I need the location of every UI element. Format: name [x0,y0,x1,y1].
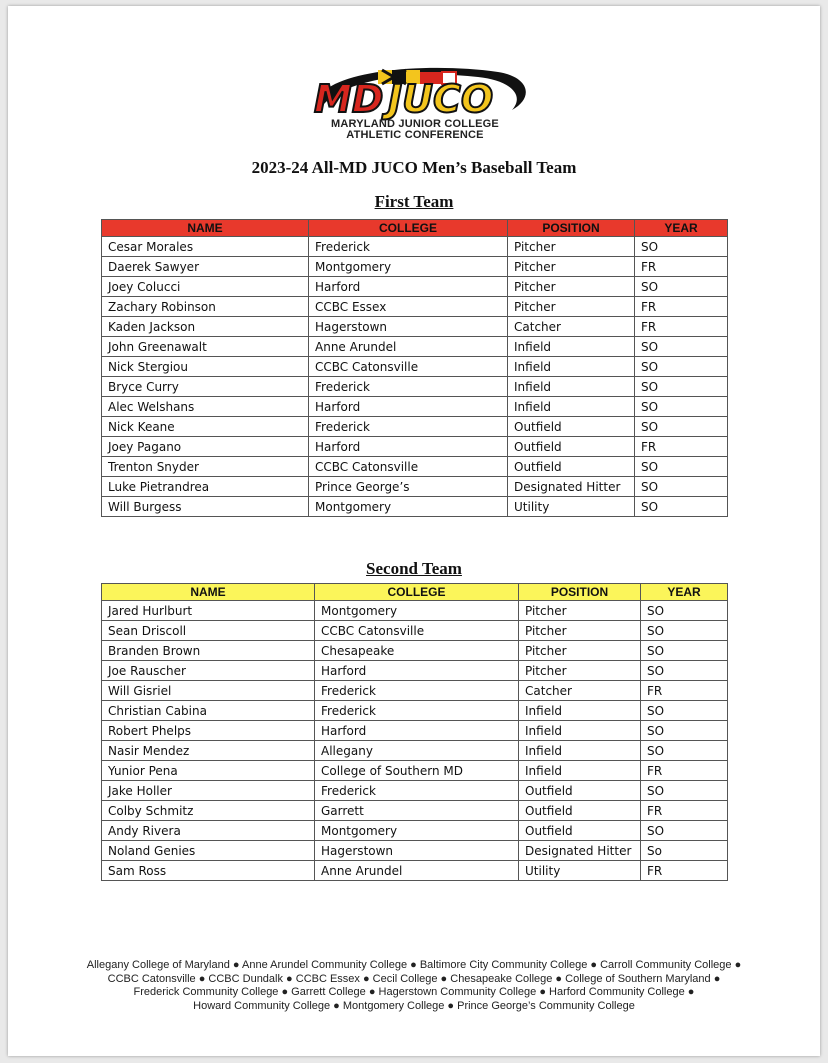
table-row [102,277,728,297]
column-header-name: NAME [102,220,309,237]
table-row [102,317,728,337]
document-page [8,6,820,1056]
cell-year: SO [635,477,728,497]
cell-college: Frederick [309,377,508,397]
cell-year: SO [635,497,728,517]
cell-position: Pitcher [508,277,635,297]
cell-name: Joey Colucci [102,277,309,297]
cell-college: Anne Arundel [309,337,508,357]
table-row [102,357,728,377]
cell-position: Utility [508,497,635,517]
cell-name: Colby Schmitz [102,801,315,821]
cell-year: FR [641,861,728,881]
cell-name: Christian Cabina [102,701,315,721]
table-row [102,801,728,821]
cell-college: Garrett [315,801,519,821]
cell-college: Frederick [309,237,508,257]
second-team-table [101,583,728,881]
cell-name: Cesar Morales [102,237,309,257]
table-row [102,237,728,257]
cell-name: Robert Phelps [102,721,315,741]
cell-year: FR [641,761,728,781]
cell-year: FR [635,257,728,277]
cell-name: Will Gisriel [102,681,315,701]
cell-college: Harford [315,721,519,741]
cell-year: SO [641,781,728,801]
cell-name: Sam Ross [102,861,315,881]
cell-position: Pitcher [508,237,635,257]
cell-college: CCBC Catonsville [315,621,519,641]
cell-college: Prince George’s [309,477,508,497]
cell-name: Branden Brown [102,641,315,661]
svg-text:MD: MD [314,77,384,121]
cell-name: Kaden Jackson [102,317,309,337]
cell-position: Outfield [519,781,641,801]
cell-college: Harford [309,277,508,297]
table-row [102,497,728,517]
cell-year: SO [635,237,728,257]
cell-position: Infield [519,761,641,781]
document-title: 2023-24 All-MD JUCO Men’s Baseball Team [251,158,577,177]
cell-college: Harford [315,661,519,681]
cell-year: SO [635,377,728,397]
column-header-college: COLLEGE [315,584,519,601]
cell-year: FR [641,681,728,701]
cell-position: Outfield [508,437,635,457]
cell-college: Montgomery [315,601,519,621]
cell-position: Catcher [508,317,635,337]
first-team-heading: First Team [374,192,454,211]
cell-college: Hagerstown [315,841,519,861]
table-header-row [102,220,728,237]
cell-name: Nasir Mendez [102,741,315,761]
table-row [102,477,728,497]
mdjuco-logo-graphic [308,64,538,124]
cell-year: FR [635,317,728,337]
cell-name: Luke Pietrandrea [102,477,309,497]
table-row [102,457,728,477]
table-row [102,661,728,681]
table-row [102,741,728,761]
cell-college: Frederick [309,417,508,437]
cell-position: Catcher [519,681,641,701]
cell-year: SO [635,357,728,377]
column-header-name: NAME [102,584,315,601]
second-team-rows [102,601,728,881]
cell-college: Montgomery [309,497,508,517]
cell-position: Infield [519,721,641,741]
cell-college: College of Southern MD [315,761,519,781]
first-team-rows [102,237,728,517]
cell-name: Daerek Sawyer [102,257,309,277]
table-row [102,641,728,661]
table-row [102,297,728,317]
cell-year: FR [635,437,728,457]
column-header-year: YEAR [641,584,728,601]
svg-text:JUCO: JUCO [388,77,494,121]
column-header-position: POSITION [519,584,641,601]
cell-college: Frederick [315,781,519,801]
column-header-position: POSITION [508,220,635,237]
cell-position: Infield [519,741,641,761]
cell-position: Pitcher [508,297,635,317]
cell-name: Bryce Curry [102,377,309,397]
cell-position: Designated Hitter [508,477,635,497]
cell-position: Pitcher [519,641,641,661]
cell-year: So [641,841,728,861]
cell-year: SO [641,601,728,621]
cell-name: Alec Welshans [102,397,309,417]
table-header-row [102,584,728,601]
cell-year: SO [641,621,728,641]
cell-college: Frederick [315,681,519,701]
cell-name: Yunior Pena [102,761,315,781]
cell-position: Infield [508,397,635,417]
cell-year: SO [641,741,728,761]
table-row [102,257,728,277]
cell-name: Noland Genies [102,841,315,861]
cell-name: Jake Holler [102,781,315,801]
footer-line: Frederick Community College ● Garrett College ● Hagerstown Community College ● Harford Community College ● [133,986,695,998]
cell-college: Chesapeake [315,641,519,661]
table-row [102,841,728,861]
cell-college: Frederick [315,701,519,721]
cell-college: Montgomery [315,821,519,841]
table-row [102,701,728,721]
cell-position: Outfield [519,801,641,821]
cell-college: Harford [309,397,508,417]
cell-name: Zachary Robinson [102,297,309,317]
cell-college: Anne Arundel [315,861,519,881]
table-row [102,337,728,357]
cell-year: SO [635,277,728,297]
cell-year: SO [641,661,728,681]
cell-college: Hagerstown [309,317,508,337]
cell-year: SO [635,457,728,477]
table-row [102,781,728,801]
cell-position: Outfield [508,457,635,477]
cell-year: SO [641,721,728,741]
cell-name: Nick Stergiou [102,357,309,377]
cell-position: Pitcher [508,257,635,277]
cell-position: Pitcher [519,601,641,621]
first-team-table [101,219,728,517]
cell-position: Infield [508,337,635,357]
cell-year: FR [635,297,728,317]
table-row [102,821,728,841]
table-row [102,437,728,457]
cell-position: Pitcher [519,661,641,681]
logo-subtitle-line2: ATHLETIC CONFERENCE [346,129,484,141]
cell-position: Infield [508,357,635,377]
table-row [102,397,728,417]
second-team-heading: Second Team [366,559,462,578]
footer-line: Allegany College of Maryland ● Anne Arundel Community College ● Baltimore City Community College ● Carroll Community College ● [86,959,742,971]
cell-position: Infield [508,377,635,397]
table-row [102,721,728,741]
cell-college: CCBC Catonsville [309,457,508,477]
cell-year: SO [635,397,728,417]
table-row [102,761,728,781]
cell-position: Utility [519,861,641,881]
cell-name: Joe Rauscher [102,661,315,681]
cell-college: CCBC Essex [309,297,508,317]
footer-line: CCBC Catonsville ● CCBC Dundalk ● CCBC Essex ● Cecil College ● Chesapeake College ● College of Southern Maryland ● [107,972,721,985]
cell-name: Andy Rivera [102,821,315,841]
table-row [102,417,728,437]
cell-college: Allegany [315,741,519,761]
table-row [102,681,728,701]
cell-name: Nick Keane [102,417,309,437]
table-row [102,377,728,397]
cell-name: John Greenawalt [102,337,309,357]
cell-year: FR [641,801,728,821]
table-row [102,621,728,641]
logo-subtitle-line1: MARYLAND JUNIOR COLLEGE [331,118,499,130]
column-header-year: YEAR [635,220,728,237]
cell-position: Outfield [508,417,635,437]
cell-name: Will Burgess [102,497,309,517]
table-row [102,861,728,881]
cell-year: SO [641,701,728,721]
cell-name: Joey Pagano [102,437,309,457]
cell-year: SO [635,337,728,357]
cell-year: SO [641,641,728,661]
cell-position: Pitcher [519,621,641,641]
cell-college: Montgomery [309,257,508,277]
table-row [102,601,728,621]
column-header-college: COLLEGE [309,220,508,237]
cell-college: CCBC Catonsville [309,357,508,377]
footer-line: Howard Community College ● Montgomery College ● Prince George’s Community College [193,999,635,1012]
cell-year: SO [641,821,728,841]
cell-position: Outfield [519,821,641,841]
cell-name: Sean Driscoll [102,621,315,641]
cell-name: Trenton Snyder [102,457,309,477]
cell-name: Jared Hurlburt [102,601,315,621]
cell-year: SO [635,417,728,437]
member-colleges-footer [38,959,790,1013]
cell-position: Infield [519,701,641,721]
cell-college: Harford [309,437,508,457]
cell-position: Designated Hitter [519,841,641,861]
mdjuco-logo [308,64,538,154]
